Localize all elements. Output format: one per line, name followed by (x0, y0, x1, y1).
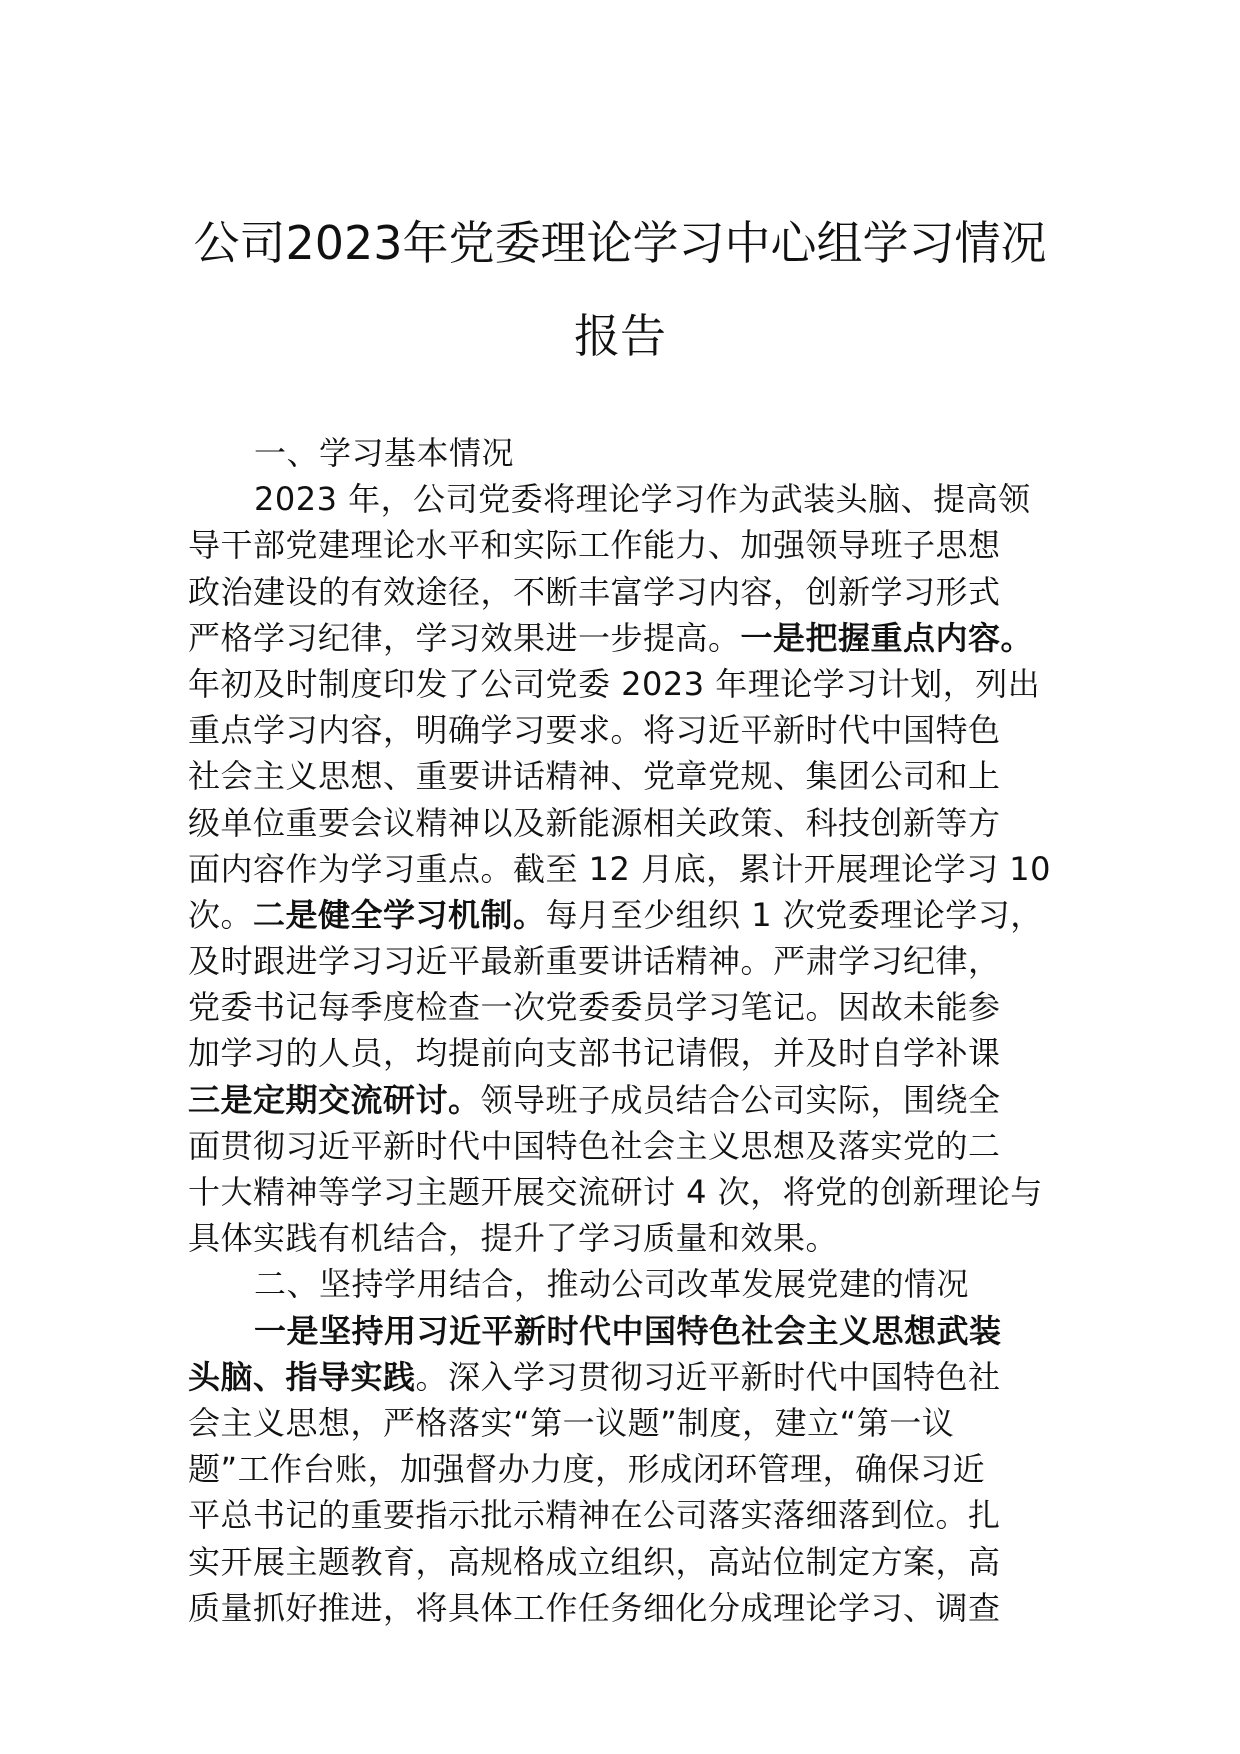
body-line (188, 1539, 1064, 1585)
body-line (188, 707, 1064, 753)
bold-text-segment: 三是定期交流研讨。 (188, 1080, 481, 1119)
body-line (188, 892, 1064, 938)
body-line (188, 1261, 1064, 1307)
text-segment: 面贯彻习近平新时代中国特色社会主义思想及落实党的二 (188, 1126, 1001, 1165)
text-segment: 实开展主题教育，高规格成立组织，高站位制定方案，高 (188, 1542, 1001, 1581)
body-line (188, 800, 1064, 846)
body-line (188, 1030, 1064, 1076)
bold-text-segment: 一是把握重点内容。 (740, 618, 1034, 657)
text-segment: 加学习的人员，均提前向支部书记请假，并及时自学补课 (188, 1034, 1001, 1073)
body-line (188, 1123, 1064, 1169)
document-title-line-1: 公司2023年党委理论学习中心组学习情况 (193, 216, 1047, 270)
body-line (188, 1215, 1064, 1261)
text-segment: 。深入学习贯彻习近平新时代中国特色社 (415, 1357, 1001, 1396)
body-line (188, 1585, 1064, 1631)
text-segment: 领导班子成员结合公司实际，围绕全 (480, 1080, 1001, 1119)
text-segment: 每月至少组织 1 次党委理论学习， (545, 895, 1043, 934)
body-line (188, 476, 1064, 522)
text-segment: 二、坚持学用结合，推动公司改革发展党建的情况 (254, 1265, 970, 1304)
body-line (188, 522, 1064, 568)
body-line (188, 569, 1064, 615)
text-segment: 导干部党建理论水平和实际工作能力、加强领导班子思想 (188, 526, 1001, 565)
text-segment: 政治建设的有效途径，不断丰富学习内容，创新学习形式 (188, 572, 1001, 611)
text-segment: 平总书记的重要指示批示精神在公司落实落细落到位。扎 (188, 1496, 1001, 1535)
body-line (188, 1492, 1064, 1538)
text-segment: 严格学习纪律，学习效果进一步提高。 (188, 618, 741, 657)
text-segment: 级单位重要会议精神以及新能源相关政策、科技创新等方 (188, 803, 1001, 842)
text-segment: 次。 (188, 895, 254, 934)
text-segment: 面内容作为学习重点。截至 12 月底，累计开展理论学习 10 (188, 849, 1051, 888)
bold-text-segment: 二是健全学习机制。 (253, 895, 546, 934)
text-segment: 会主义思想，严格落实“第一议题”制度，建立“第一议 (188, 1403, 955, 1442)
body-line (188, 984, 1064, 1030)
body-line (188, 846, 1064, 892)
text-segment: 党委书记每季度检查一次党委委员学习笔记。因故未能参 (188, 988, 1001, 1027)
body-line (188, 1400, 1064, 1446)
bold-text-segment: 头脑、指导实践 (188, 1357, 416, 1396)
body-line (188, 1354, 1064, 1400)
body-line (188, 1308, 1064, 1354)
text-segment: 一、学习基本情况 (254, 434, 515, 472)
text-segment: 2023 年，公司党委将理论学习作为武装头脑、提高领 (254, 480, 1031, 519)
document-title-line-2: 报告 (574, 309, 666, 363)
body-line (188, 661, 1064, 707)
text-segment: 及时跟进学习习近平最新重要讲话精神。严肃学习纪律， (188, 942, 1001, 981)
body-line (188, 1446, 1064, 1492)
text-segment: 重点学习内容，明确学习要求。将习近平新时代中国特色 (188, 711, 1001, 750)
text-segment: 十大精神等学习主题开展交流研讨 4 次，将党的创新理论与 (188, 1173, 1043, 1211)
body-line (188, 1077, 1064, 1123)
text-segment: 社会主义思想、重要讲话精神、党章党规、集团公司和上 (188, 757, 1001, 796)
body-line (188, 615, 1064, 661)
body-line (188, 938, 1064, 984)
text-segment: 质量抓好推进，将具体工作任务细化分成理论学习、调查 (188, 1588, 1001, 1627)
text-segment: 年初及时制度印发了公司党委 2023 年理论学习计划，列出 (188, 664, 1041, 703)
body-line (188, 430, 1064, 476)
body-line (188, 1169, 1064, 1215)
body-line (188, 753, 1064, 799)
bold-text-segment: 一是坚持用习近平新时代中国特色社会主义思想武装 (254, 1311, 1002, 1350)
text-segment: 具体实践有机结合，提升了学习质量和效果。 (188, 1219, 839, 1258)
text-segment: 题”工作台账，加强督办力度，形成闭环管理，确保习近 (188, 1450, 986, 1489)
document-body (188, 430, 1064, 1631)
